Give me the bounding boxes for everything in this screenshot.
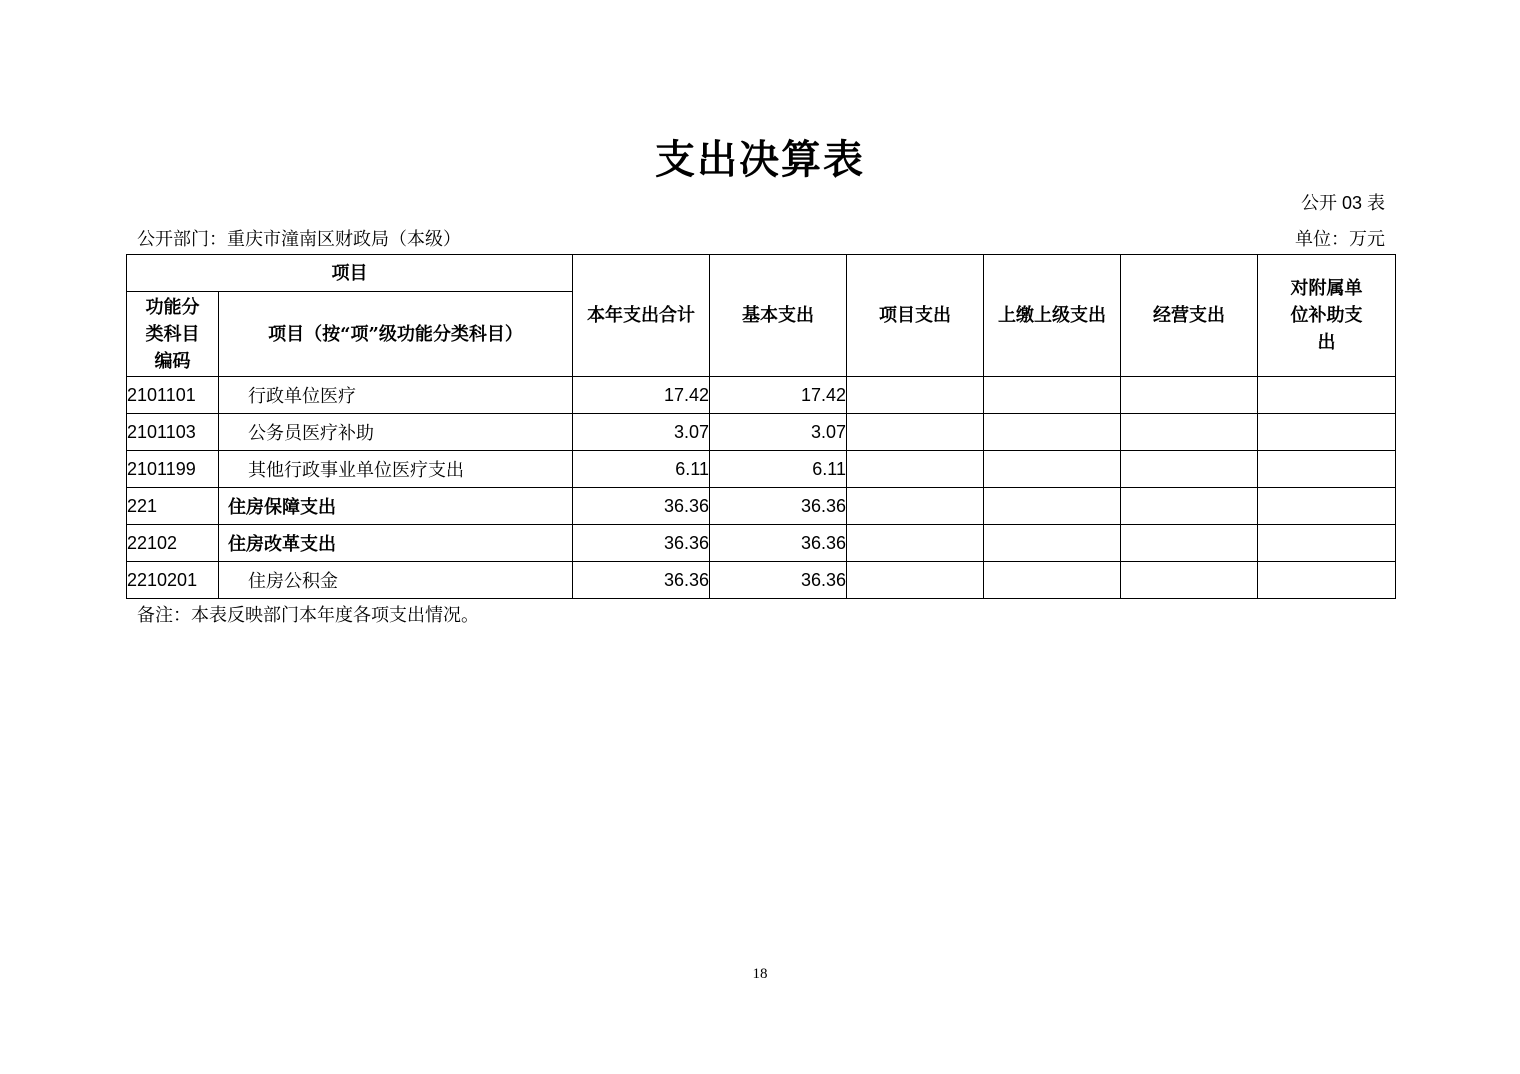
table-row	[127, 525, 1396, 562]
row-subsidy	[1258, 377, 1396, 414]
row-business	[1121, 562, 1258, 599]
row-code: 2101199	[127, 451, 219, 488]
table-row	[127, 377, 1396, 414]
row-name: 住房改革支出	[219, 525, 573, 562]
header-upper: 上缴上级支出	[984, 255, 1121, 377]
row-project	[847, 377, 984, 414]
row-name: 行政单位医疗	[219, 377, 573, 414]
row-project	[847, 414, 984, 451]
row-subsidy	[1258, 451, 1396, 488]
header-code: 功能分类科目编码	[127, 292, 219, 377]
row-name: 公务员医疗补助	[219, 414, 573, 451]
row-upper	[984, 488, 1121, 525]
unit-label: 单位：万元	[1295, 229, 1385, 250]
row-code: 2101101	[127, 377, 219, 414]
row-project	[847, 525, 984, 562]
row-project	[847, 562, 984, 599]
page-number: 18	[752, 966, 768, 982]
table-row	[127, 562, 1396, 599]
table-note: 备注：本表反映部门本年度各项支出情况。	[137, 605, 479, 626]
row-subsidy	[1258, 562, 1396, 599]
table-row	[127, 488, 1396, 525]
row-total: 3.07	[573, 414, 710, 451]
header-project: 项目支出	[847, 255, 984, 377]
row-business	[1121, 525, 1258, 562]
table-row	[127, 451, 1396, 488]
row-upper	[984, 451, 1121, 488]
row-name: 住房保障支出	[219, 488, 573, 525]
header-basic: 基本支出	[710, 255, 847, 377]
row-upper	[984, 377, 1121, 414]
header-name: 项目（按“项”级功能分类科目）	[219, 292, 573, 377]
row-code: 22102	[127, 525, 219, 562]
row-code: 2210201	[127, 562, 219, 599]
expenditure-table	[126, 254, 1396, 599]
row-basic: 36.36	[710, 562, 847, 599]
department-label: 公开部门：重庆市潼南区财政局（本级）	[137, 229, 461, 250]
row-total: 36.36	[573, 562, 710, 599]
row-total: 36.36	[573, 488, 710, 525]
row-business	[1121, 451, 1258, 488]
row-upper	[984, 414, 1121, 451]
row-total: 6.11	[573, 451, 710, 488]
row-business	[1121, 488, 1258, 525]
row-code: 2101103	[127, 414, 219, 451]
row-basic: 36.36	[710, 488, 847, 525]
row-name: 住房公积金	[219, 562, 573, 599]
row-project	[847, 451, 984, 488]
row-subsidy	[1258, 525, 1396, 562]
row-upper	[984, 562, 1121, 599]
row-name: 其他行政事业单位医疗支出	[219, 451, 573, 488]
row-code: 221	[127, 488, 219, 525]
row-basic: 36.36	[710, 525, 847, 562]
header-group-item: 项目	[127, 255, 573, 292]
row-basic: 17.42	[710, 377, 847, 414]
row-basic: 3.07	[710, 414, 847, 451]
table-row	[127, 414, 1396, 451]
header-subsidy: 对附属单位补助支出	[1258, 255, 1396, 377]
row-basic: 6.11	[710, 451, 847, 488]
row-total: 36.36	[573, 525, 710, 562]
row-subsidy	[1258, 414, 1396, 451]
header-business: 经营支出	[1121, 255, 1258, 377]
document-title: 支出决算表	[655, 136, 865, 183]
row-business	[1121, 377, 1258, 414]
row-total: 17.42	[573, 377, 710, 414]
table-number: 公开 03 表	[1300, 193, 1385, 213]
row-upper	[984, 525, 1121, 562]
row-project	[847, 488, 984, 525]
row-subsidy	[1258, 488, 1396, 525]
row-business	[1121, 414, 1258, 451]
header-total: 本年支出合计	[573, 255, 710, 377]
